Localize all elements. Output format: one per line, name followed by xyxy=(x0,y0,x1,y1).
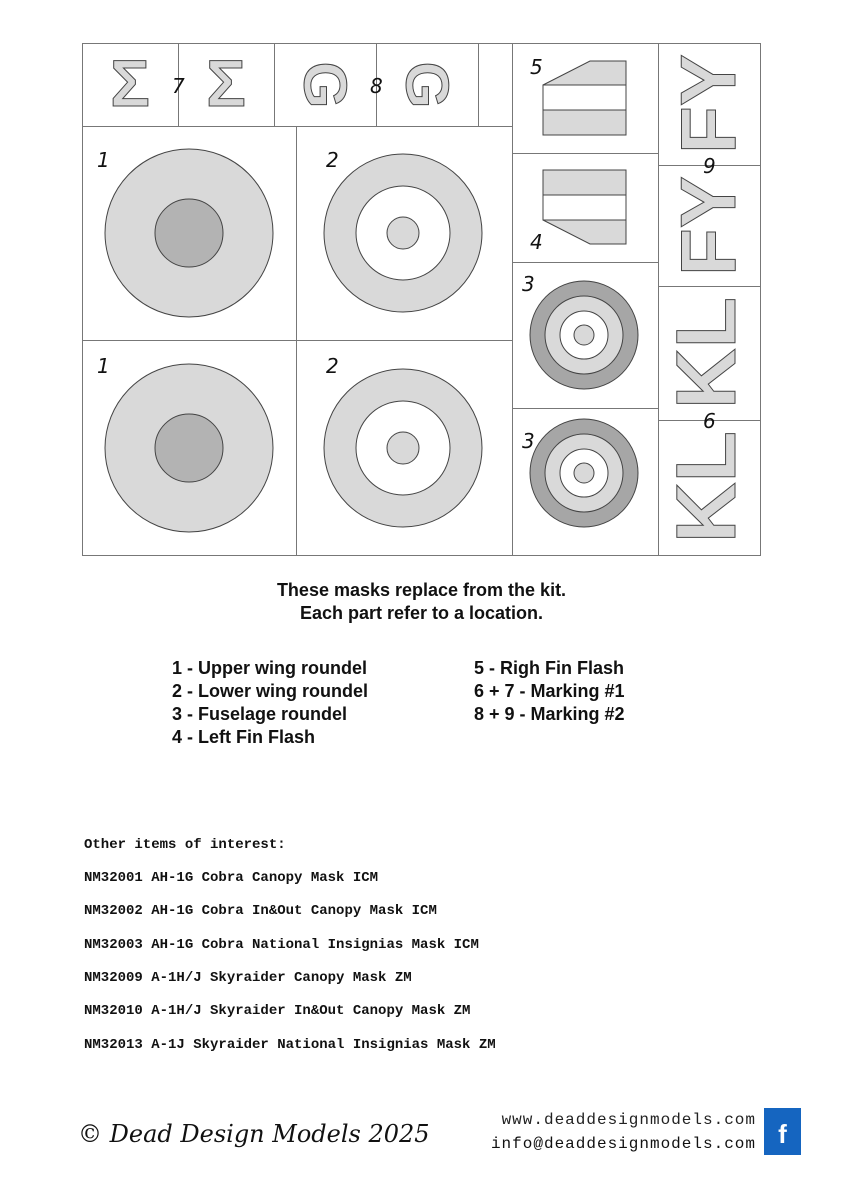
mask-fy-2: FY xyxy=(664,176,752,276)
part-number: 8 xyxy=(370,74,383,98)
mask-fy-1: FY xyxy=(664,54,752,154)
mask-g-1: G xyxy=(291,61,359,109)
mask-sigma-2: Σ xyxy=(206,46,246,120)
legend-item: 8 + 9 - Marking #2 xyxy=(474,704,625,724)
part-number: 6 xyxy=(703,409,716,433)
part-number: 5 xyxy=(530,55,543,79)
part-number: 1 xyxy=(97,354,110,378)
legend-item: 3 - Fuselage roundel xyxy=(172,704,348,724)
legend-item: 1 - Upper wing roundel xyxy=(172,658,368,678)
part-number: 4 xyxy=(530,230,543,254)
part-number: 2 xyxy=(326,354,339,378)
part-number: 2 xyxy=(326,148,339,172)
legend-item: 6 + 7 - Marking #1 xyxy=(474,681,625,701)
roundel-1-lower xyxy=(105,364,273,532)
roundel-2-upper xyxy=(324,154,482,312)
note-line-2: Each part refer to a location. xyxy=(299,603,544,623)
legend-item: 4 - Left Fin Flash xyxy=(172,727,316,747)
legend-item: 2 - Lower wing roundel xyxy=(172,681,369,701)
mask-kl-1: KL xyxy=(659,297,753,409)
fin-flash-4 xyxy=(543,170,626,244)
mask-sigma-1: Σ xyxy=(110,46,150,120)
legend-left xyxy=(172,657,368,749)
part-number: 1 xyxy=(97,148,110,172)
email-link[interactable]: info@deaddesignmodels.com xyxy=(490,1135,756,1153)
mask-g-2: G xyxy=(393,61,461,109)
copyright: © Dead Design Models 2025 xyxy=(78,1120,430,1148)
website-link[interactable]: www.deaddesignmodels.com xyxy=(501,1111,756,1129)
legend-item: 5 - Righ Fin Flash xyxy=(474,658,625,678)
other-item: NM32013 A-1J Skyraider National Insignias Mask ZM xyxy=(84,1037,496,1053)
fin-flash-5 xyxy=(543,61,626,135)
part-number: 3 xyxy=(522,272,535,296)
other-item: NM32001 AH-1G Cobra Canopy Mask ICM xyxy=(84,870,379,886)
roundel-2-lower xyxy=(324,369,482,527)
other-items-title: Other items of interest: xyxy=(84,837,286,853)
note-line-1: These masks replace from the kit. xyxy=(276,580,567,600)
roundel-3-upper xyxy=(530,281,638,389)
legend-right xyxy=(474,657,625,726)
part-number: 9 xyxy=(703,154,716,178)
part-number: 7 xyxy=(172,74,185,98)
part-number: 3 xyxy=(522,429,535,453)
other-item: NM32003 AH-1G Cobra National Insignias Mask ICM xyxy=(84,937,479,953)
other-item: NM32010 A-1H/J Skyraider In&Out Canopy Mask ZM xyxy=(84,1003,471,1019)
other-item: NM32009 A-1H/J Skyraider Canopy Mask ZM xyxy=(84,970,412,986)
roundel-1-upper xyxy=(105,149,273,317)
facebook-icon[interactable]: f xyxy=(764,1108,801,1155)
other-item: NM32002 AH-1G Cobra In&Out Canopy Mask ICM xyxy=(84,903,437,919)
roundel-3-lower xyxy=(530,419,638,527)
mask-kl-2: KL xyxy=(659,431,753,543)
